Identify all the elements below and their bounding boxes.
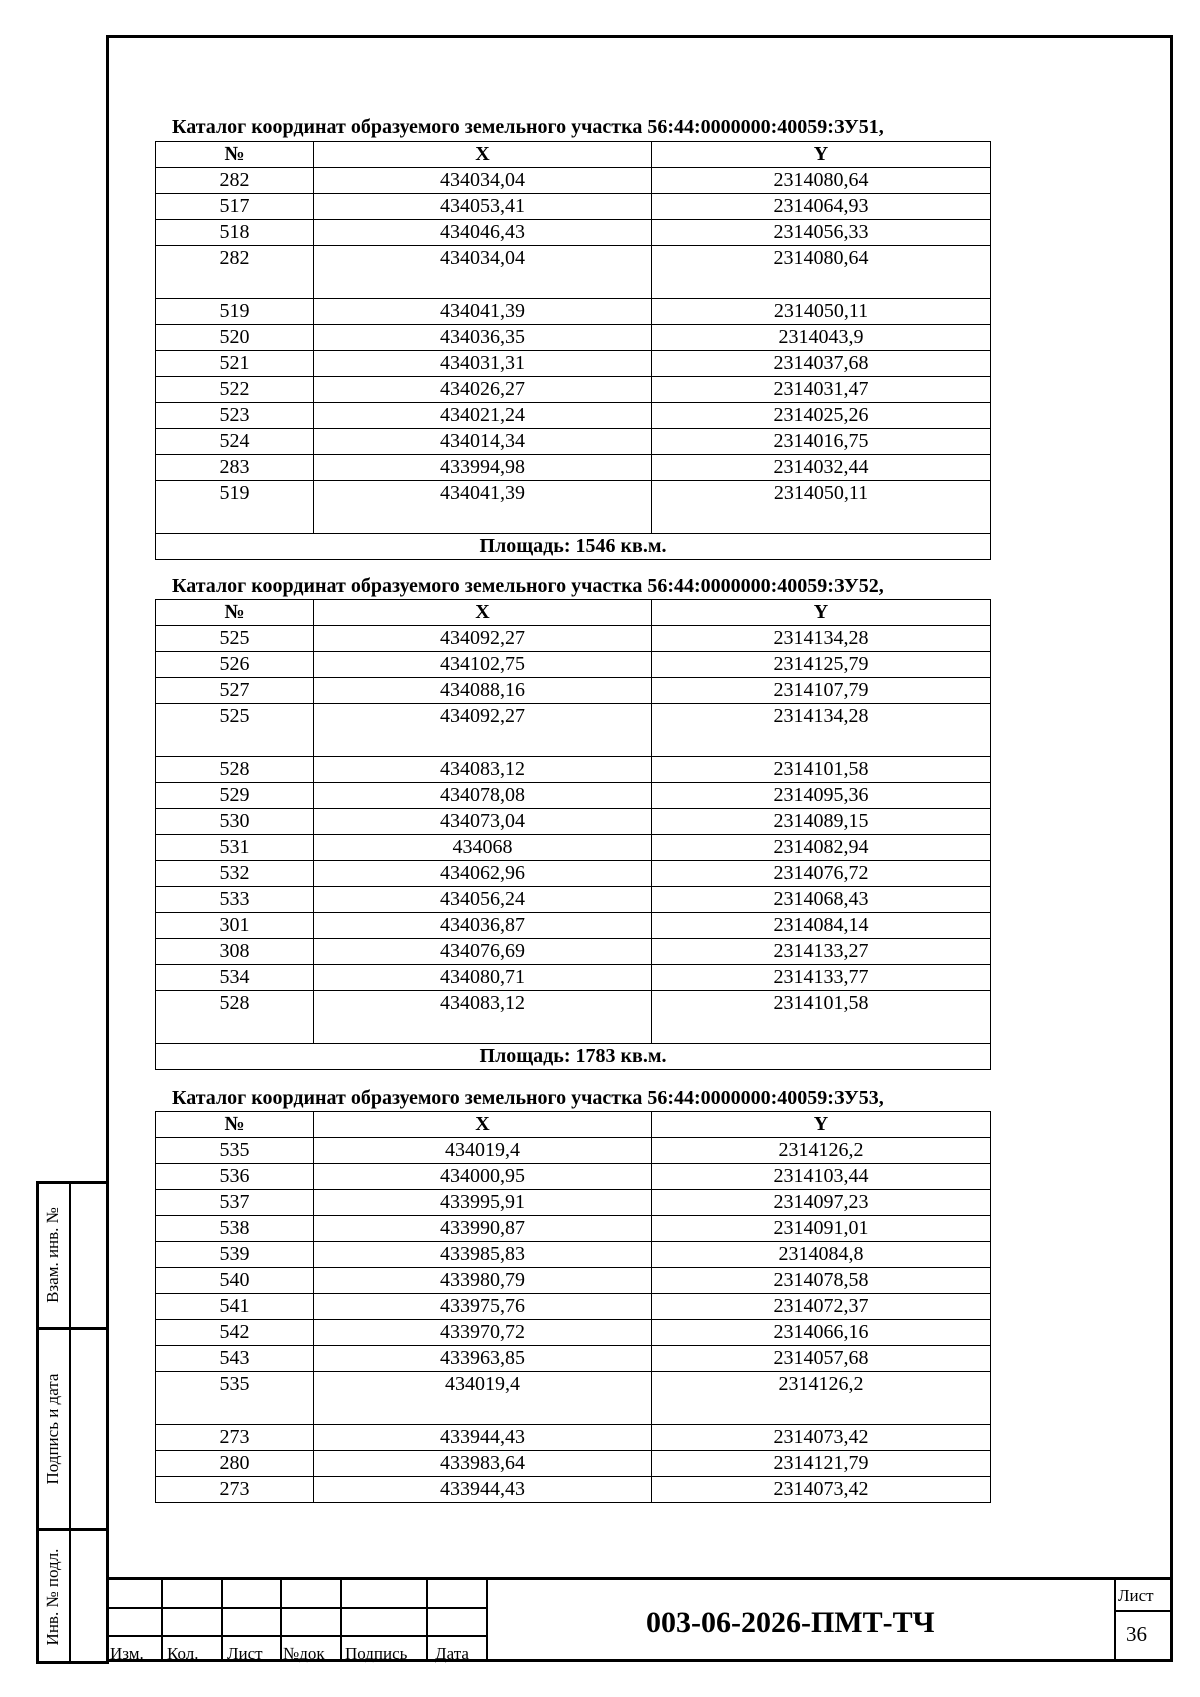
table-row: [156, 1164, 991, 1190]
cell-y: 2314095,36: [652, 783, 991, 809]
header-x: X: [314, 1112, 652, 1138]
cell-y: 2314072,37: [652, 1294, 991, 1320]
cell-x: 434076,69: [314, 939, 652, 965]
cell-x: 434102,75: [314, 652, 652, 678]
table-row: [156, 1216, 991, 1242]
cell-num: 519: [156, 481, 314, 534]
table-row: [156, 1268, 991, 1294]
cell-y: 2314073,42: [652, 1425, 991, 1451]
cell-y: 2314050,11: [652, 299, 991, 325]
cell-x: 434068: [314, 835, 652, 861]
table-row: [156, 1320, 991, 1346]
table-row: [156, 351, 991, 377]
cell-y: 2314089,15: [652, 809, 991, 835]
area-row: [156, 534, 991, 560]
cell-y: 2314091,01: [652, 1216, 991, 1242]
cell-x: 433985,83: [314, 1242, 652, 1268]
cell-x: 434083,12: [314, 991, 652, 1044]
header-y: Y: [652, 600, 991, 626]
title-block-line: [426, 1580, 428, 1662]
side-vzam-cell: [36, 1181, 71, 1328]
table-row: [156, 809, 991, 835]
cell-num: 528: [156, 991, 314, 1044]
table-row: [156, 835, 991, 861]
cell-y: 2314068,43: [652, 887, 991, 913]
table-row: [156, 1190, 991, 1216]
cell-num: 529: [156, 783, 314, 809]
section-title: Каталог координат образуемого земельного участка 56:44:0000000:40059:ЗУ53,: [172, 1087, 884, 1109]
table-row: [156, 861, 991, 887]
col-ndok-label: №док: [283, 1644, 325, 1663]
cell-x: 434083,12: [314, 757, 652, 783]
cell-num: 535: [156, 1372, 314, 1425]
cell-num: 536: [156, 1164, 314, 1190]
table-row: [156, 1477, 991, 1503]
cell-x: 433975,76: [314, 1294, 652, 1320]
cell-y: 2314016,75: [652, 429, 991, 455]
col-podpis-label: Подпись: [345, 1644, 408, 1663]
table-header-row: [156, 600, 991, 626]
cell-x: 434019,4: [314, 1372, 652, 1425]
cell-y: 2314103,44: [652, 1164, 991, 1190]
cell-x: 434062,96: [314, 861, 652, 887]
cell-x: 433963,85: [314, 1346, 652, 1372]
cell-num: 522: [156, 377, 314, 403]
title-block-line: [106, 1635, 486, 1637]
cell-y: 2314037,68: [652, 351, 991, 377]
cell-num: 535: [156, 1138, 314, 1164]
cell-y: 2314121,79: [652, 1451, 991, 1477]
cell-x: 434000,95: [314, 1164, 652, 1190]
cell-x: 434026,27: [314, 377, 652, 403]
cell-y: 2314084,8: [652, 1242, 991, 1268]
table-row: [156, 887, 991, 913]
table-row: [156, 429, 991, 455]
table-row: [156, 1425, 991, 1451]
cell-num: 540: [156, 1268, 314, 1294]
title-block-line: [340, 1580, 342, 1662]
cell-num: 308: [156, 939, 314, 965]
cell-x: 434056,24: [314, 887, 652, 913]
cell-num: 524: [156, 429, 314, 455]
table-row: [156, 783, 991, 809]
cell-num: 537: [156, 1190, 314, 1216]
cell-x: 434034,04: [314, 246, 652, 299]
table-row: [156, 939, 991, 965]
cell-num: 530: [156, 809, 314, 835]
cell-x: 434036,87: [314, 913, 652, 939]
header-num: №: [156, 142, 314, 168]
cell-y: 2314097,23: [652, 1190, 991, 1216]
title-block-line: [221, 1580, 223, 1662]
coordinates-table: [155, 1111, 991, 1503]
cell-y: 2314043,9: [652, 325, 991, 351]
cell-num: 517: [156, 194, 314, 220]
title-block-line: [1114, 1610, 1170, 1612]
side-inv-label: Инв. № подл.: [42, 1548, 62, 1645]
cell-num: 280: [156, 1451, 314, 1477]
cell-x: 433970,72: [314, 1320, 652, 1346]
table-row: [156, 220, 991, 246]
table-row: [156, 1294, 991, 1320]
cell-num: 518: [156, 220, 314, 246]
sheet-label: Лист: [1118, 1586, 1154, 1605]
cell-x: 433983,64: [314, 1451, 652, 1477]
table-header-row: [156, 1112, 991, 1138]
table-row: [156, 455, 991, 481]
header-num: №: [156, 1112, 314, 1138]
cell-num: 533: [156, 887, 314, 913]
header-x: X: [314, 142, 652, 168]
table-row: [156, 965, 991, 991]
cell-x: 434031,31: [314, 351, 652, 377]
cell-num: 273: [156, 1477, 314, 1503]
cell-num: 542: [156, 1320, 314, 1346]
cell-num: 543: [156, 1346, 314, 1372]
title-block: [106, 1577, 1173, 1662]
title-block-line: [1114, 1580, 1116, 1662]
area-value: Площадь: 1546 кв.м.: [156, 534, 991, 560]
cell-x: 433994,98: [314, 455, 652, 481]
cell-y: 2314076,72: [652, 861, 991, 887]
header-num: №: [156, 600, 314, 626]
cell-y: 2314066,16: [652, 1320, 991, 1346]
cell-x: 434046,43: [314, 220, 652, 246]
cell-y: 2314082,94: [652, 835, 991, 861]
table-row: [156, 991, 991, 1044]
cell-y: 2314056,33: [652, 220, 991, 246]
cell-y: 2314078,58: [652, 1268, 991, 1294]
title-block-line: [280, 1580, 282, 1662]
table-row: [156, 194, 991, 220]
header-x: X: [314, 600, 652, 626]
table-row: [156, 325, 991, 351]
cell-x: 434036,35: [314, 325, 652, 351]
section-title: Каталог координат образуемого земельного участка 56:44:0000000:40059:ЗУ51,: [172, 116, 884, 138]
cell-x: 434080,71: [314, 965, 652, 991]
cell-num: 282: [156, 168, 314, 194]
cell-num: 534: [156, 965, 314, 991]
cell-num: 283: [156, 455, 314, 481]
cell-x: 434041,39: [314, 481, 652, 534]
cell-y: 2314080,64: [652, 246, 991, 299]
header-y: Y: [652, 1112, 991, 1138]
table-row: [156, 678, 991, 704]
cell-y: 2314032,44: [652, 455, 991, 481]
cell-num: 521: [156, 351, 314, 377]
col-kol-label: Кол.: [167, 1644, 199, 1663]
coordinates-table: [155, 141, 991, 560]
table-row: [156, 481, 991, 534]
cell-num: 282: [156, 246, 314, 299]
cell-x: 434092,27: [314, 626, 652, 652]
cell-num: 531: [156, 835, 314, 861]
cell-y: 2314125,79: [652, 652, 991, 678]
cell-y: 2314057,68: [652, 1346, 991, 1372]
cell-x: 434034,04: [314, 168, 652, 194]
cell-y: 2314101,58: [652, 991, 991, 1044]
table-row: [156, 1451, 991, 1477]
cell-y: 2314126,2: [652, 1138, 991, 1164]
table-row: [156, 299, 991, 325]
table-row: [156, 1138, 991, 1164]
table-row: [156, 757, 991, 783]
cell-num: 523: [156, 403, 314, 429]
cell-num: 525: [156, 704, 314, 757]
table-row: [156, 377, 991, 403]
table-row: [156, 704, 991, 757]
table-row: [156, 626, 991, 652]
table-row: [156, 1346, 991, 1372]
cell-y: 2314134,28: [652, 626, 991, 652]
cell-num: 532: [156, 861, 314, 887]
cell-y: 2314134,28: [652, 704, 991, 757]
table-header-row: [156, 142, 991, 168]
col-list-label: Лист: [227, 1644, 263, 1663]
cell-x: 434073,04: [314, 809, 652, 835]
cell-x: 433980,79: [314, 1268, 652, 1294]
cell-x: 434092,27: [314, 704, 652, 757]
cell-y: 2314073,42: [652, 1477, 991, 1503]
cell-num: 527: [156, 678, 314, 704]
sheet-number: 36: [1126, 1622, 1147, 1646]
section-title: Каталог координат образуемого земельного участка 56:44:0000000:40059:ЗУ52,: [172, 575, 884, 597]
cell-x: 434019,4: [314, 1138, 652, 1164]
side-podpis-cell: [36, 1330, 71, 1528]
side-vzam-label: Взам. инв. №: [42, 1206, 62, 1303]
title-block-line: [161, 1580, 163, 1662]
area-row: [156, 1044, 991, 1070]
cell-x: 434014,34: [314, 429, 652, 455]
cell-y: 2314107,79: [652, 678, 991, 704]
cell-num: 273: [156, 1425, 314, 1451]
cell-y: 2314126,2: [652, 1372, 991, 1425]
cell-num: 539: [156, 1242, 314, 1268]
area-value: Площадь: 1783 кв.м.: [156, 1044, 991, 1070]
cell-y: 2314025,26: [652, 403, 991, 429]
title-block-line: [486, 1580, 488, 1662]
cell-y: 2314064,93: [652, 194, 991, 220]
coordinates-table: [155, 599, 991, 1070]
cell-y: 2314133,27: [652, 939, 991, 965]
side-inv-cell: [36, 1531, 71, 1662]
cell-y: 2314031,47: [652, 377, 991, 403]
cell-num: 519: [156, 299, 314, 325]
cell-x: 433990,87: [314, 1216, 652, 1242]
cell-x: 434021,24: [314, 403, 652, 429]
table-row: [156, 168, 991, 194]
title-block-line: [106, 1607, 486, 1609]
cell-y: 2314050,11: [652, 481, 991, 534]
cell-x: 434078,08: [314, 783, 652, 809]
cell-y: 2314084,14: [652, 913, 991, 939]
header-y: Y: [652, 142, 991, 168]
col-izm-label: Изм.: [110, 1644, 144, 1663]
cell-num: 538: [156, 1216, 314, 1242]
cell-num: 528: [156, 757, 314, 783]
cell-x: 434088,16: [314, 678, 652, 704]
cell-num: 526: [156, 652, 314, 678]
table-row: [156, 1242, 991, 1268]
table-row: [156, 652, 991, 678]
cell-x: 434041,39: [314, 299, 652, 325]
document-code: 003-06-2026-ПМТ-ТЧ: [646, 1606, 935, 1639]
cell-y: 2314133,77: [652, 965, 991, 991]
cell-num: 525: [156, 626, 314, 652]
cell-y: 2314080,64: [652, 168, 991, 194]
side-podpis-label: Подпись и дата: [42, 1373, 62, 1485]
cell-x: 433944,43: [314, 1477, 652, 1503]
cell-y: 2314101,58: [652, 757, 991, 783]
cell-num: 520: [156, 325, 314, 351]
table-row: [156, 913, 991, 939]
cell-x: 433995,91: [314, 1190, 652, 1216]
cell-num: 301: [156, 913, 314, 939]
cell-num: 541: [156, 1294, 314, 1320]
table-row: [156, 403, 991, 429]
table-row: [156, 246, 991, 299]
table-row: [156, 1372, 991, 1425]
cell-x: 433944,43: [314, 1425, 652, 1451]
col-data-label: Дата: [435, 1644, 469, 1663]
cell-x: 434053,41: [314, 194, 652, 220]
